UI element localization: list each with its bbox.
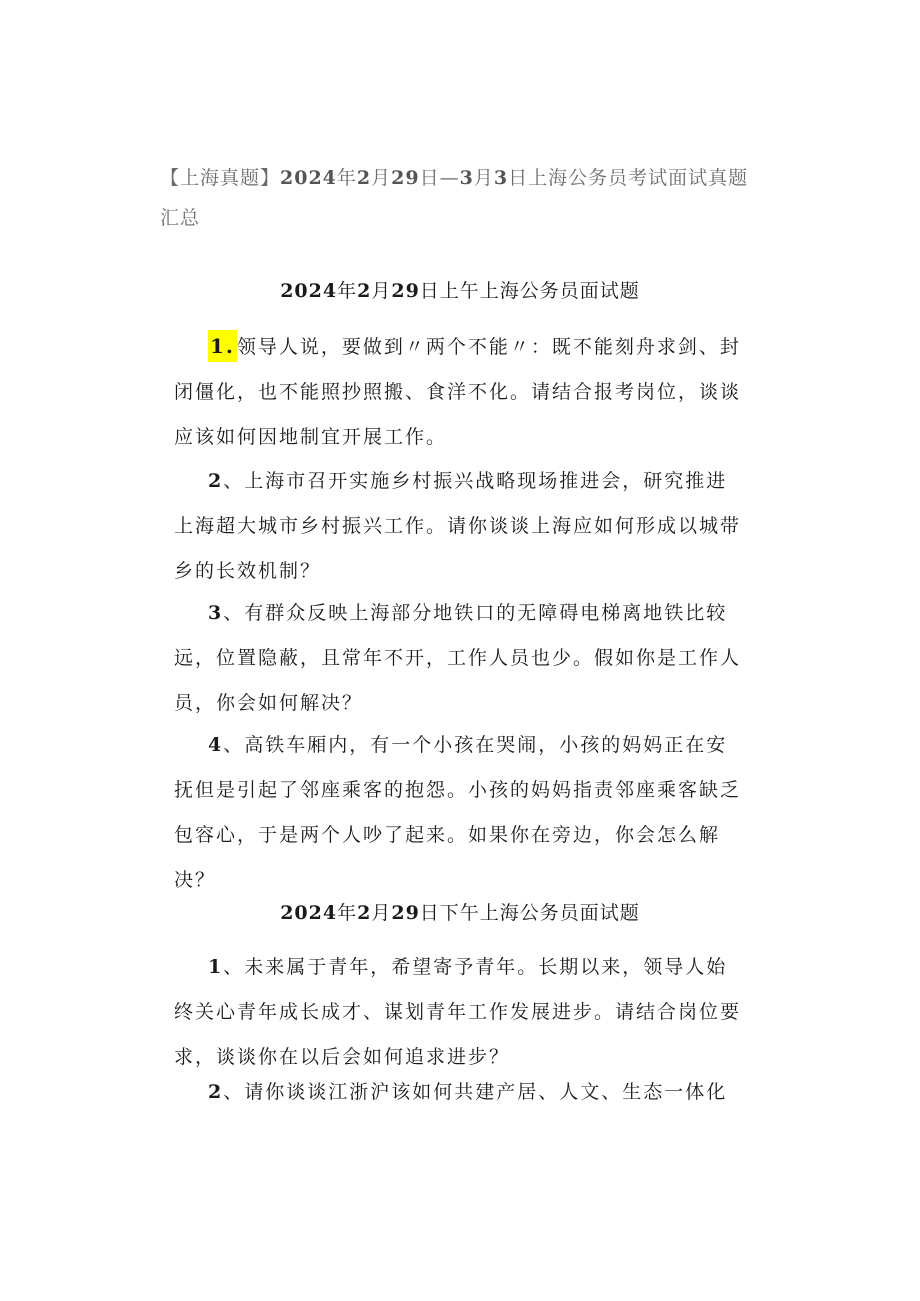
question-item [174, 723, 744, 903]
question-number: 2 [208, 1081, 224, 1103]
document-title [160, 158, 760, 238]
question-number: 4 [208, 734, 224, 756]
section-heading-morning [0, 276, 920, 306]
question-item [174, 459, 744, 594]
title-rest: 日上海公务员考试面试真题汇总 [160, 167, 749, 229]
section-heading-afternoon [0, 898, 920, 928]
heading-month-unit: 月 [371, 280, 392, 302]
question-text: 、高铁车厢内，有一个小孩在哭闹，小孩的妈妈正在安抚但是引起了邻座乘客的抱怨。小孩的妈妈指责邻座乘客缺乏包容心，于是两个人吵了起来。如果你在旁边，你会怎么解决？ [174, 734, 742, 891]
heading-year: 2024 [280, 902, 338, 924]
question-item [174, 1070, 744, 1115]
heading-year: 2024 [280, 280, 338, 302]
question-item [174, 945, 744, 1080]
heading-rest: 日上午上海公务员面试题 [419, 280, 640, 302]
heading-month: 2 [357, 280, 372, 302]
question-item [174, 591, 744, 726]
question-number: 1. [208, 330, 237, 362]
heading-month: 2 [357, 902, 372, 924]
heading-year-unit: 年 [337, 902, 358, 924]
title-text-month-unit: 月 [371, 167, 392, 189]
title-month-start: 2 [356, 167, 372, 189]
question-text: 、请你谈谈江浙沪该如何共建产居、人文、生态一体化 [223, 1081, 728, 1103]
question-number: 1 [208, 956, 224, 978]
title-text-range: 日— [419, 167, 460, 189]
question-text: 、有群众反映上海部分地铁口的无障碍电梯离地铁比较远，位置隐蔽，且常年不开，工作人员也少。假如你是工作人员，你会如何解决？ [174, 602, 742, 714]
title-prefix: 【上海真题】 [160, 167, 281, 189]
question-text: 领导人说，要做到〃两个不能〃：既不能刻舟求剑、封闭僵化，也不能照抄照搬、食洋不化。请结合报考岗位，谈谈应该如何因地制宜开展工作。 [174, 336, 742, 448]
heading-day: 29 [391, 280, 420, 302]
question-number: 2 [208, 470, 224, 492]
title-day-start: 29 [391, 167, 420, 189]
title-text-year-unit: 年 [336, 167, 357, 189]
heading-month-unit: 月 [371, 902, 392, 924]
heading-year-unit: 年 [337, 280, 358, 302]
heading-rest: 日下午上海公务员面试题 [419, 902, 640, 924]
title-year: 2024 [280, 167, 337, 189]
question-item [174, 324, 744, 460]
question-text: 、未来属于青年，希望寄予青年。长期以来，领导人始终关心青年成长成才、谋划青年工作发展进步。请结合岗位要求，谈谈你在以后会如何追求进步？ [174, 956, 742, 1068]
title-text-month-unit-2: 月 [473, 167, 494, 189]
question-number: 3 [208, 602, 224, 624]
question-text: 、上海市召开实施乡村振兴战略现场推进会，研究推进上海超大城市乡村振兴工作。请你谈谈上海应如何形成以城带乡的长效机制？ [174, 470, 742, 582]
title-month-end: 3 [459, 167, 474, 189]
title-day-end: 3 [493, 167, 509, 189]
heading-day: 29 [391, 902, 420, 924]
